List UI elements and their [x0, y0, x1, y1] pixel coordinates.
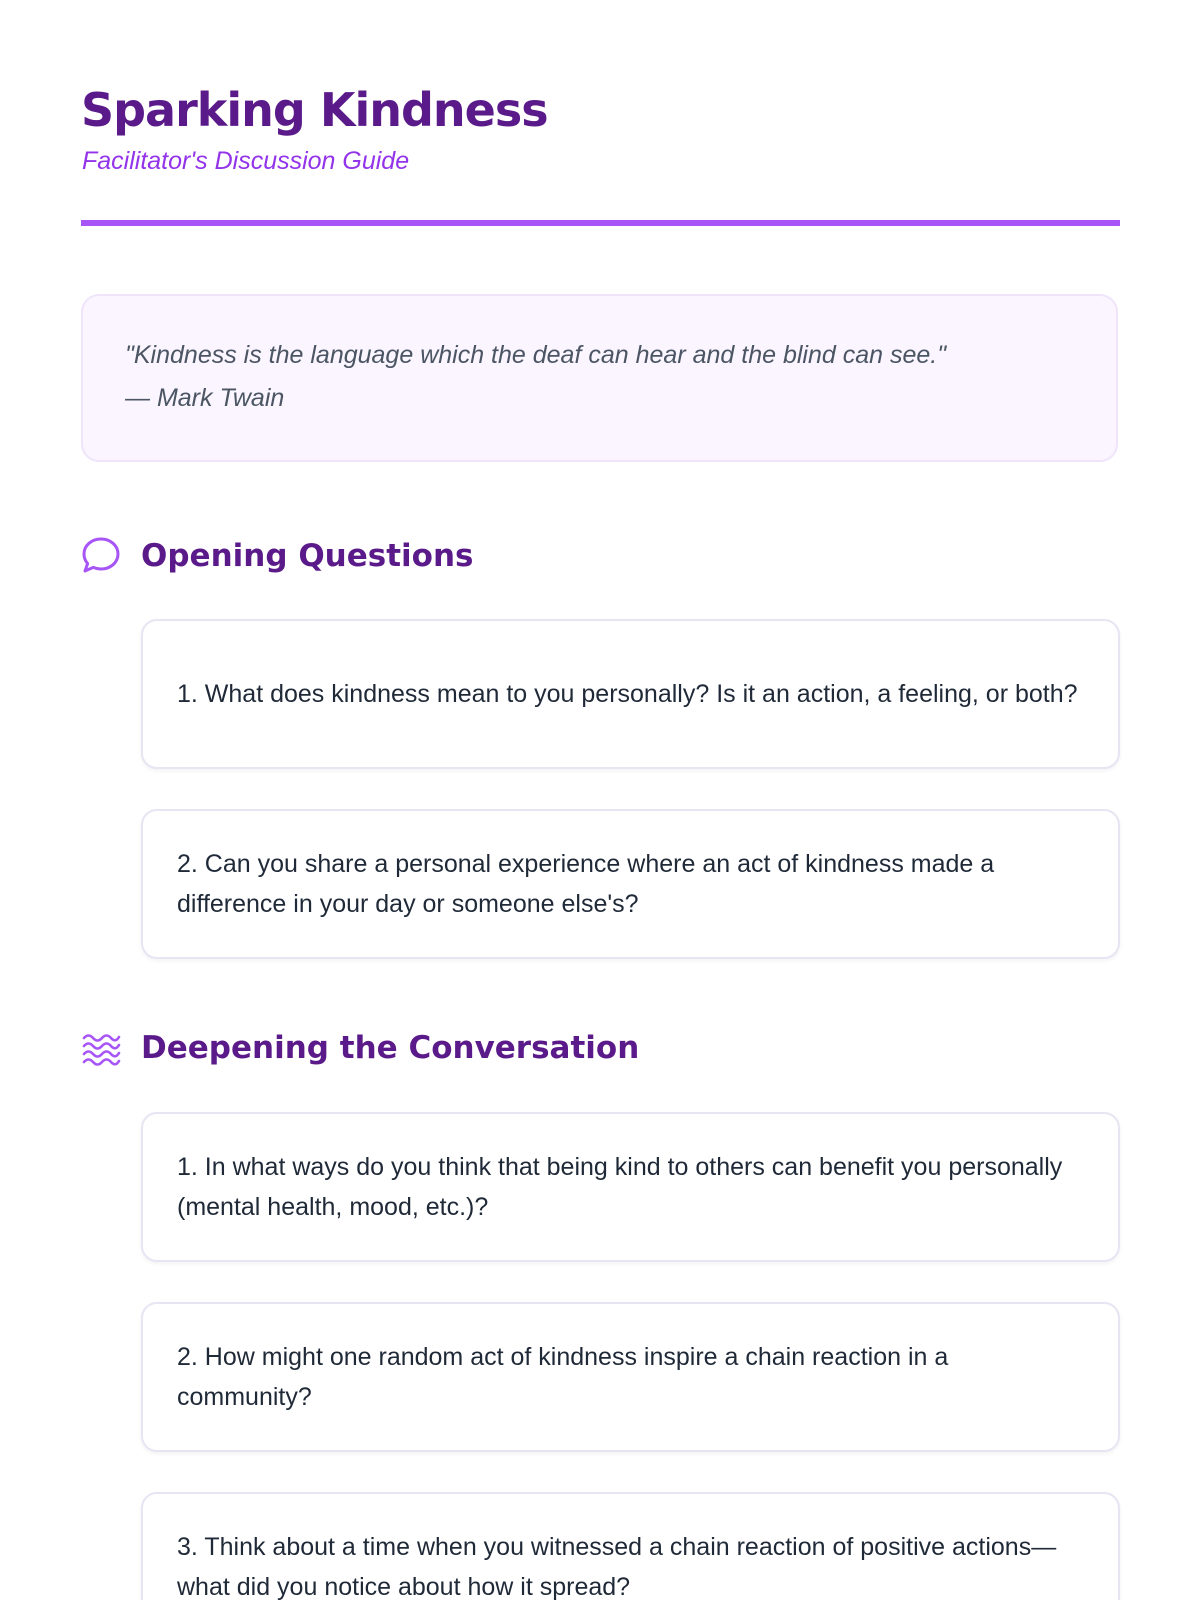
section-title: Deepening the Conversation	[141, 1030, 640, 1066]
section-opening-questions	[81, 532, 473, 580]
page-subtitle: Facilitator's Discussion Guide	[82, 147, 410, 175]
waves-icon	[81, 1028, 121, 1068]
question-text: 1. In what ways do you think that being kind to others can benefit you personally (mental health, mood, etc.)?	[177, 1153, 1063, 1221]
header-divider	[81, 220, 1120, 226]
question-card	[141, 619, 1120, 769]
question-card	[141, 1112, 1120, 1262]
speech-bubble-icon	[81, 536, 121, 576]
section-title: Opening Questions	[141, 538, 474, 574]
quote-box	[81, 294, 1118, 462]
question-text: 1. What does kindness mean to you personally? Is it an action, a feeling, or both?	[177, 680, 1078, 708]
page-title: Sparking Kindness	[81, 83, 548, 137]
quote-author: — Mark Twain	[125, 384, 285, 412]
question-text: 2. How might one random act of kindness inspire a chain reaction in a community?	[177, 1343, 949, 1411]
question-card	[141, 1302, 1120, 1452]
question-card	[141, 809, 1120, 959]
section-deepening-conversation	[81, 1024, 639, 1072]
question-text: 3. Think about a time when you witnessed a chain reaction of positive actions—what did you notice about how it spread?	[177, 1533, 1057, 1600]
question-card	[141, 1492, 1120, 1600]
question-text: 2. Can you share a personal experience where an act of kindness made a difference in your day or someone else's?	[177, 850, 995, 918]
quote-text: "Kindness is the language which the deaf can hear and the blind can see."	[125, 341, 947, 369]
